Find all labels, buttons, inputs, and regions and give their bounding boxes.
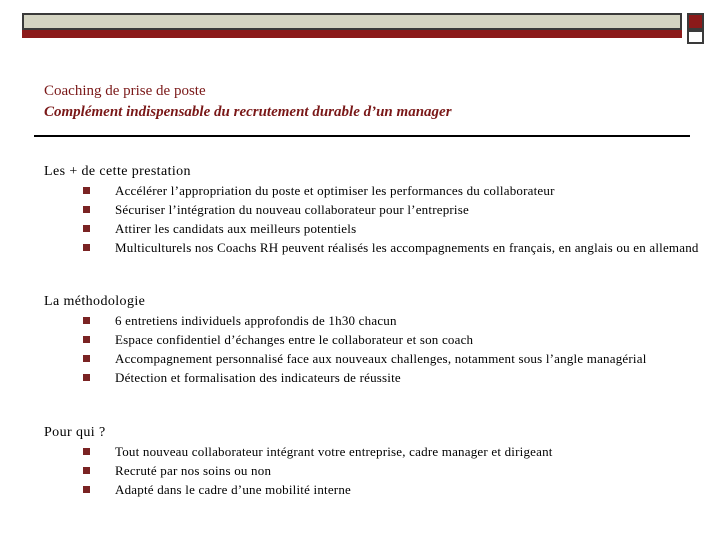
section-methodology: [44, 293, 706, 388]
list-item: Recruté par nos soins ou non: [44, 462, 706, 479]
slide-subtitle: Complément indispensable du recrutement durable d’un manager: [44, 104, 452, 120]
list-item: 6 entretiens individuels approfondis de 1h30 chacun: [44, 312, 706, 329]
list-item: Attirer les candidats aux meilleurs potentiels: [44, 220, 706, 237]
list-item: Adapté dans le cadre d’une mobilité interne: [44, 481, 706, 498]
bullet-list: [44, 443, 706, 498]
square-bullet-icon: [83, 187, 90, 194]
square-bullet-icon: [83, 355, 90, 362]
square-bullet-icon: [83, 206, 90, 213]
header-corner-square-outline: [687, 30, 704, 44]
section-heading: Les + de cette prestation: [44, 164, 191, 179]
list-item: Sécuriser l’intégration du nouveau collaborateur pour l’entreprise: [44, 201, 706, 218]
square-bullet-icon: [83, 467, 90, 474]
list-item: Accélérer l’appropriation du poste et optimiser les performances du collaborateur: [44, 182, 706, 199]
square-bullet-icon: [83, 336, 90, 343]
section-benefits: [44, 163, 706, 258]
bullet-list: [44, 312, 706, 386]
square-bullet-icon: [83, 448, 90, 455]
list-item: Tout nouveau collaborateur intégrant votre entreprise, cadre manager et dirigeant: [44, 443, 706, 460]
header-accent-bar: [22, 30, 682, 38]
section-heading: Pour qui ?: [44, 425, 106, 440]
list-item: Accompagnement personnalisé face aux nouveaux challenges, notamment sous l’angle managérial: [44, 350, 706, 367]
list-item: Multiculturels nos Coachs RH peuvent réalisés les accompagnements en français, en anglais ou en allemand: [44, 239, 706, 256]
header-band: [22, 13, 682, 30]
title-divider: [34, 135, 690, 137]
section-target-audience: [44, 424, 706, 500]
square-bullet-icon: [83, 486, 90, 493]
square-bullet-icon: [83, 225, 90, 232]
section-heading: La méthodologie: [44, 294, 146, 309]
slide-title: Coaching de prise de poste: [44, 83, 206, 99]
list-item: Détection et formalisation des indicateurs de réussite: [44, 369, 706, 386]
bullet-list: [44, 182, 706, 256]
square-bullet-icon: [83, 244, 90, 251]
list-item: Espace confidentiel d’échanges entre le collaborateur et son coach: [44, 331, 706, 348]
square-bullet-icon: [83, 317, 90, 324]
square-bullet-icon: [83, 374, 90, 381]
header-corner-square: [687, 13, 704, 30]
